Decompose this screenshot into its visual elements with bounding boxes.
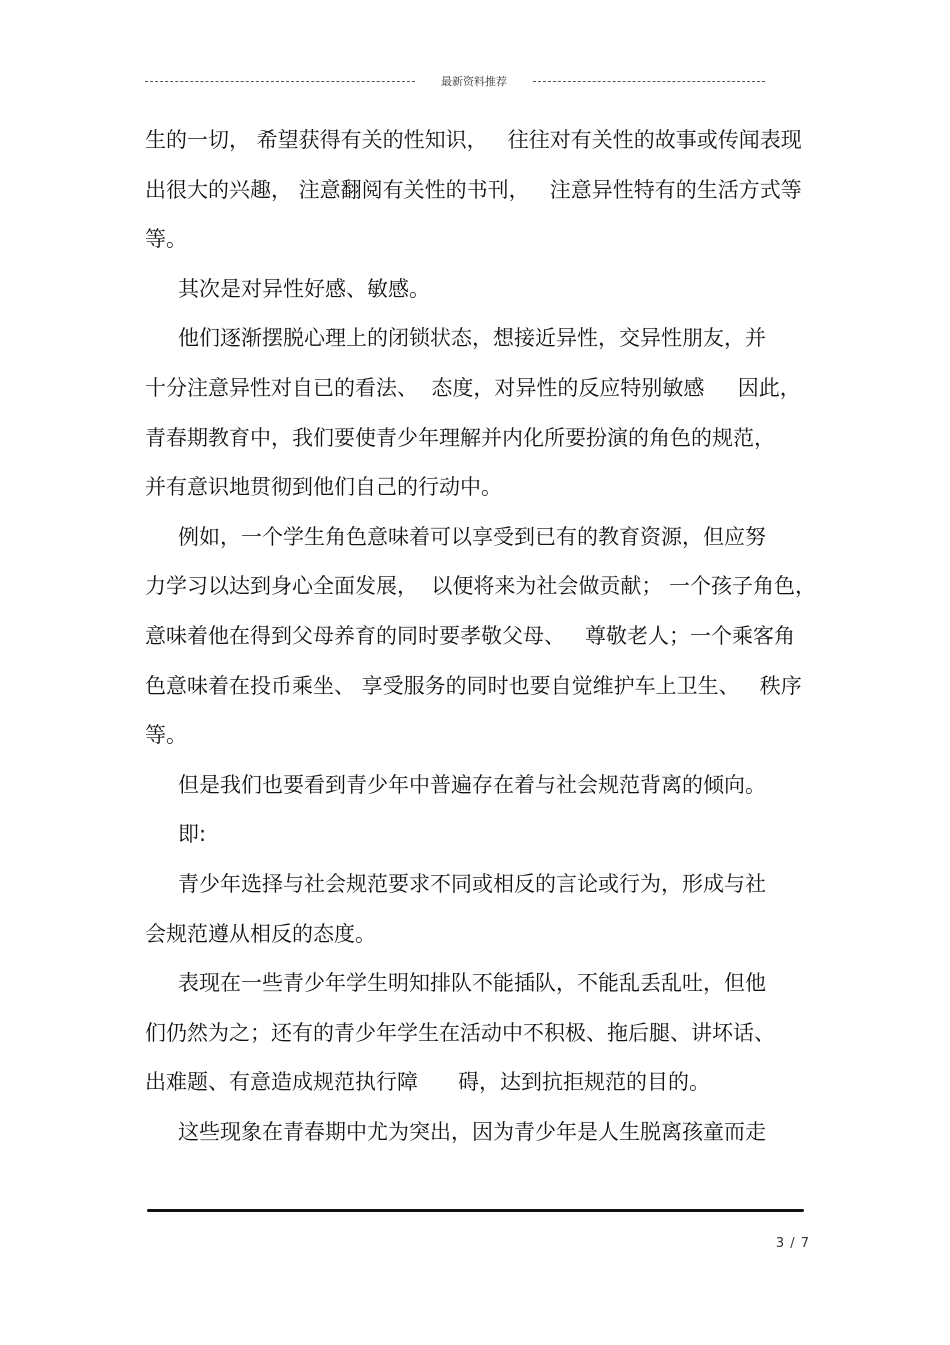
text-line: 即: (178, 822, 207, 847)
text-line: 他们逐渐摆脱心理上的闭锁状态，想接近异性，交异性朋友，并 (178, 326, 766, 351)
text-line: 表现在一些青少年学生明知排队不能插队，不能乱丢乱吐，但他 (178, 971, 766, 996)
text-line: 意味着他在得到父母养育的同时要孝敬父母、 尊敬老人；一个乘客角 (145, 623, 796, 648)
text-line: 等。 (145, 227, 187, 252)
text-line: 青少年选择与社会规范要求不同或相反的言论或行为，形成与社 (178, 871, 766, 896)
text-line: 其次是对异性好感、敏感。 (178, 276, 430, 301)
footer-rule (147, 1209, 804, 1212)
text-line: 并有意识地贯彻到他们自己的行动中。 (145, 475, 502, 500)
document-body (145, 116, 817, 1157)
text-line: 这些现象在青春期中尤为突出，因为青少年是人生脱离孩童而走 (178, 1119, 766, 1144)
text-line: 青春期教育中，我们要使青少年理解并内化所要扮演的角色的规范， (145, 425, 775, 450)
text-line: 例如，一个学生角色意味着可以享受到已有的教育资源，但应努 (178, 524, 766, 549)
page-header (145, 72, 765, 92)
header-label: 最新资料推荐 (441, 75, 507, 88)
text-line: 等。 (145, 723, 187, 748)
text-line: 出难题、有意造成规范执行障 碍，达到抗拒规范的目的。 (145, 1070, 711, 1095)
text-line: 但是我们也要看到青少年中普遍存在着与社会规范背离的倾向。 (178, 772, 766, 797)
text-line: 出很大的兴趣， 注意翻阅有关性的书刊， 注意异性特有的生活方式等 (145, 177, 802, 202)
text-line: 色意味着在投币乘坐、 享受服务的同时也要自觉维护车上卫生、 秩序 (145, 673, 802, 698)
text-line: 生的一切， 希望获得有关的性知识， 往往对有关性的故事或传闻表现 (145, 128, 802, 152)
header-dashed-rule-right (533, 81, 765, 82)
text-line: 们仍然为之；还有的青少年学生在活动中不积极、拖后腿、讲坏话、 (145, 1020, 775, 1045)
text-line: 会规范遵从相反的态度。 (145, 921, 376, 946)
header-dashed-rule-left (145, 81, 415, 82)
text-line: 力学习以达到身心全面发展， 以便将来为社会做贡献； 一个孩子角色， (145, 574, 817, 599)
page-number: 3 / 7 (775, 1236, 810, 1251)
text-line: 十分注意异性对自已的看法、 态度，对异性的反应特别敏感 因此， (145, 375, 801, 400)
